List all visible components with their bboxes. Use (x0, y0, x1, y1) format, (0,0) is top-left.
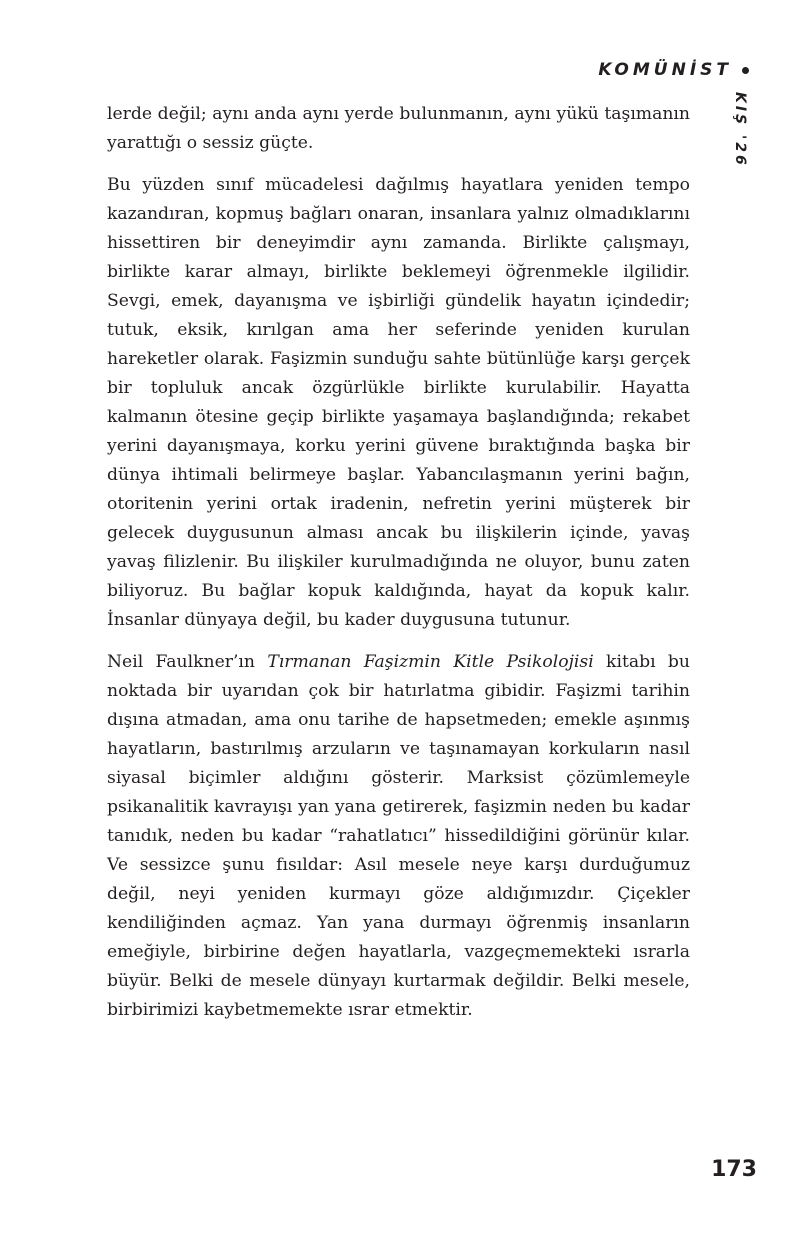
book-title: Tırmanan Faşizmin Kitle Psikolojisi (267, 652, 594, 672)
paragraph-3-before: Neil Faulkner’ın (107, 652, 268, 672)
bullet-dot-icon (742, 67, 749, 74)
issue-label: KIŞ '26 (732, 92, 748, 168)
article-body (107, 100, 690, 1038)
paragraph-3-after: kitabı bu noktada bir uyarıdan çok bir hatırlatma gibidir. Faşizmi tarihin dışına atmadan, ama onu tarihe de hapsetmeden; emekle aşınmış hayatların, bastırılmış arzuların ve taşınamayan korkuların nasıl siyasal biçimler aldığını gösterir. Marksist çözümlemeyle psikanalitik kavrayışı yan yana getirerek, faşizmin neden bu kadar tanıdık, neden bu kadar “rahatlatıcı” hissedildiğini görünür kılar. Ve sessizce şunu fısıldar: Asıl mesele neye karşı durduğumuz değil, neyi yeniden kurmayı göze aldığımızdır. Çiçekler kendiliğinden açmaz. Yan yana durmayı öğrenmiş insanların emeğiyle, birbirine değen hayatlarla, vazgeçmemekteki ısrarla büyür. Belki de mesele dünyayı kurtarmak değildir. Belki mesele, birbirimizi kaybetmemekte ısrar etmektir. (107, 652, 690, 1020)
paragraph-1: lerde değil; aynı anda aynı yerde bulunmanın, aynı yükü taşımanın yarattığı o sessiz güçte. (107, 104, 690, 153)
page-number: 173 (711, 1157, 757, 1182)
magazine-title: KOMÜNİST (598, 60, 732, 80)
running-header (598, 60, 749, 80)
paragraph-3 (107, 648, 690, 1025)
paragraph-2: Bu yüzden sınıf mücadelesi dağılmış hayatlara yeniden tempo kazandıran, kopmuş bağları onaran, insanlara yalnız olmadıklarını hissettiren bir deneyimdir aynı zamanda. Birlikte çalışmayı, birlikte karar almayı, birlikte beklemeyi öğrenmekle ilgilidir. Sevgi, emek, dayanışma ve işbirliği gündelik hayatın içindedir; tutuk, eksik, kırılgan ama her seferinde yeniden kurulan hareketler olarak. Faşizmin sunduğu sahte bütünlüğe karşı gerçek bir topluluk ancak özgürlükle birlikte kurulabilir. Hayatta kalmanın ötesine geçip birlikte yaşamaya başlandığında; rekabet yerini dayanışmaya, korku yerini güvene bıraktığında başka bir dünya ihtimali belirmeye başlar. Yabancılaşmanın yerini bağın, otoritenin yerini ortak iradenin, nefretin yerini müşterek bir gelecek duygusunun alması ancak bu ilişkilerin içinde, yavaş yavaş filizlenir. Bu ilişkiler kurulmadığında ne oluyor, bunu zaten biliyoruz. Bu bağlar kopuk kaldığında, hayat da kopuk kalır. İnsanlar dünyaya değil, bu kader duygusuna tutunur. (107, 175, 690, 630)
